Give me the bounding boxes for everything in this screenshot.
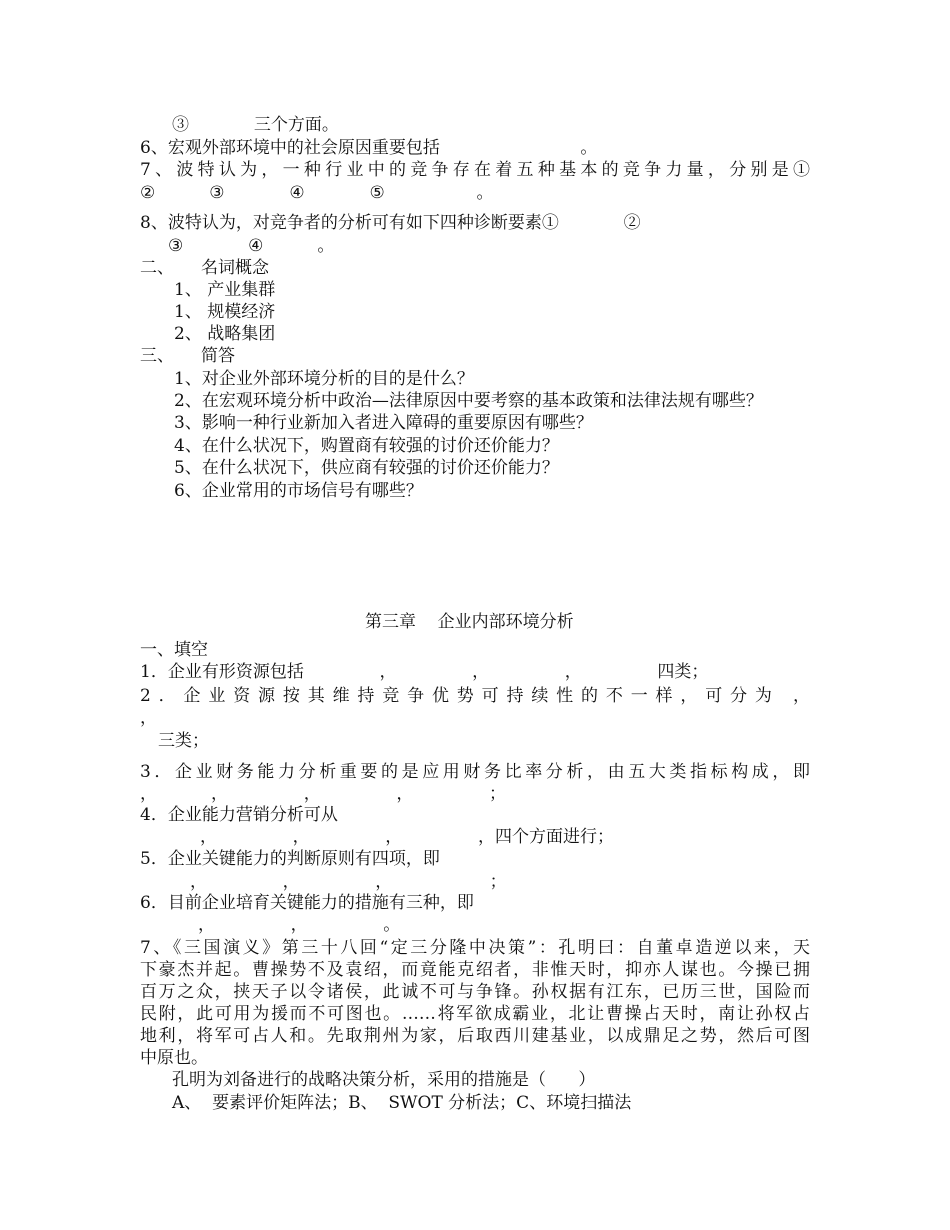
fill-blank-line: ③ 三个方面。 [172, 115, 339, 135]
short-answer-item: 5、在什么状况下，供应商有较强的讨价还价能力？ [174, 458, 559, 478]
question-7-blanks: ② ③ ④ ⑤ 。 [140, 183, 494, 203]
fill-question-4: 4．企业能力营销分析可从 [140, 805, 338, 825]
section-heading-fill: 一、填空 [140, 640, 208, 660]
fill-question-3-blanks: ， ， ， ， ； [140, 784, 506, 804]
fill-question-6: 6．目前企业培育关键能力的措施有三种，即 [140, 893, 474, 913]
passage-question: 孔明为刘备进行的战略决策分析，采用的措施是（ ） [172, 1070, 596, 1090]
concept-item: 1、 产业集群 [174, 280, 276, 300]
chapter-title: 第三章 企业内部环境分析 [365, 612, 574, 632]
passage-line: 下豪杰并起。曹操势不及袁绍，而竟能克绍者，非惟天时，抑亦人谋也。今操已拥 [140, 960, 810, 980]
passage-line: 百万之众，挟天子以令诸侯，此诚不可与争锋。孙权据有江东，已历三世，国险而 [140, 982, 810, 1002]
short-answer-item: 2、在宏观环境分析中政治—法律原因中要考察的基本政策和法律法规有哪些？ [174, 391, 763, 411]
question-6: 6、宏观外部环境中的社会原因重要包括 。 [140, 138, 598, 158]
concept-item: 1、 规模经济 [174, 302, 276, 322]
question-8: 8、波特认为，对竞争者的分析可有如下四种诊断要素① ② [140, 213, 641, 233]
passage-line: 地利，将军可占人和。先取荆州为家，后取西川建基业，以成鼎足之势，然后可图 [140, 1026, 810, 1046]
short-answer-item: 4、在什么状况下，购置商有较强的讨价还价能力？ [174, 436, 559, 456]
fill-question-3: 3．企业财务能力分析重要的是应用财务比率分析，由五大类指标构成，即 [140, 762, 810, 782]
passage-line: 7、《三国演义》第三十八回“定三分隆中决策”：孔明曰：自董卓造逆以来，天 [140, 938, 810, 958]
fill-question-1: 1．企业有形资源包括 ， ， ， 四类； [140, 662, 709, 682]
section-heading-short-answer: 三、 简答 [140, 346, 236, 366]
concept-item: 2、 战略集团 [174, 324, 276, 344]
question-7: 7、波特认为，一种行业中的竞争存在着五种基本的竞争力量，分别是① [140, 160, 810, 180]
fill-question-2-cont: ， [140, 708, 157, 728]
fill-question-6-blanks: ， ， 。 [198, 915, 401, 935]
section-heading-concepts: 二、 名词概念 [140, 258, 270, 278]
short-answer-item: 3、影响一种行业新加入者进入障碍的重要原因有哪些？ [174, 413, 593, 433]
passage-line: 民附，此可用为援而不可图也。……将军欲成霸业，北让曹操占天时，南让孙权占 [140, 1004, 810, 1024]
passage-line: 中原也。 [140, 1048, 208, 1068]
fill-question-4-blanks: ， ， ， ，四个方面进行； [200, 827, 614, 847]
fill-question-2-end: 三类； [158, 731, 209, 751]
fill-question-2: 2．企业资源按其维持竞争优势可持续性的不一样，可分为 ， [140, 686, 810, 706]
fill-question-5: 5．企业关键能力的判断原则有四项，即 [140, 849, 440, 869]
short-answer-item: 6、企业常用的市场信号有哪些？ [174, 481, 423, 501]
answer-options: A、 要素评价矩阵法；B、 SWOT 分析法；C、环境扫描法 [172, 1093, 632, 1113]
fill-question-5-blanks: ， ， ， ； [190, 872, 507, 892]
short-answer-item: 1、对企业外部环境分析的目的是什么？ [174, 369, 474, 389]
question-8-blanks: ③ ④ 。 [168, 236, 335, 256]
